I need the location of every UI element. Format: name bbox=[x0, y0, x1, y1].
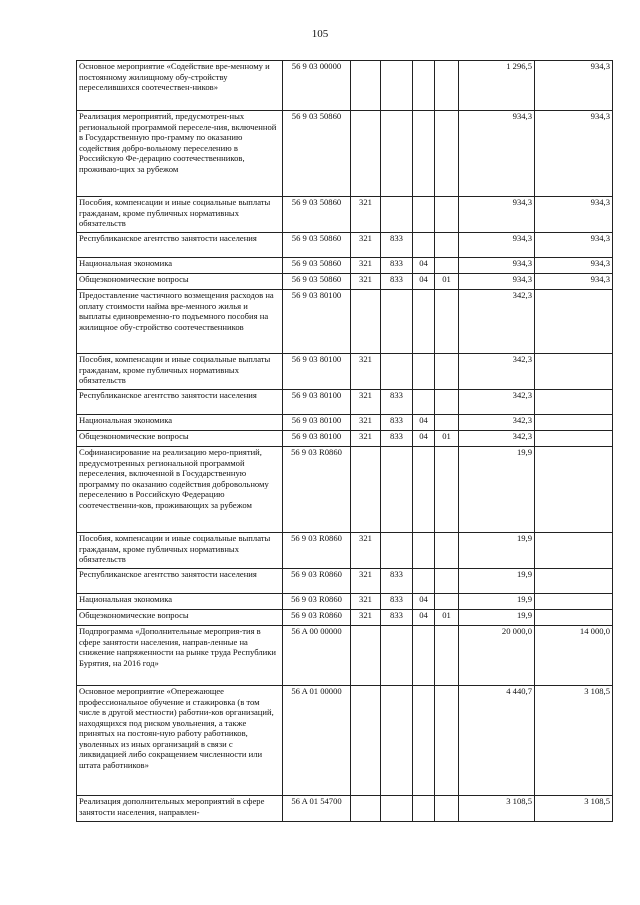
row-name-cell: Реализация дополнительных мероприятий в сфере занятости населения, направлен- bbox=[77, 796, 283, 822]
amount-year1-cell: 19,9 bbox=[459, 569, 535, 594]
expense-type-cell: 321 bbox=[351, 415, 381, 431]
section-cell bbox=[413, 569, 435, 594]
table-row bbox=[77, 354, 613, 390]
table-row bbox=[77, 415, 613, 431]
table-row bbox=[77, 610, 613, 626]
target-code-cell: 56 9 03 R0860 bbox=[283, 447, 351, 533]
row-name-cell: Основное мероприятие «Содействие вре-менному и постоянному жилищному обу-стройству переселившихся соотечествен-ников» bbox=[77, 61, 283, 111]
expense-type-cell: 321 bbox=[351, 594, 381, 610]
row-name-cell: Пособия, компенсации и иные социальные выплаты гражданам, кроме публичных нормативных обязательств bbox=[77, 197, 283, 233]
amount-year2-cell bbox=[535, 533, 613, 569]
department-cell: 833 bbox=[381, 415, 413, 431]
department-cell bbox=[381, 533, 413, 569]
amount-year1-cell: 19,9 bbox=[459, 533, 535, 569]
target-code-cell: 56 9 03 50860 bbox=[283, 197, 351, 233]
department-cell: 833 bbox=[381, 274, 413, 290]
subsection-cell bbox=[435, 569, 459, 594]
section-cell bbox=[413, 390, 435, 415]
expense-type-cell: 321 bbox=[351, 533, 381, 569]
amount-year1-cell: 934,3 bbox=[459, 111, 535, 197]
amount-year2-cell bbox=[535, 290, 613, 354]
amount-year1-cell: 19,9 bbox=[459, 447, 535, 533]
subsection-cell bbox=[435, 686, 459, 796]
section-cell bbox=[413, 686, 435, 796]
section-cell: 04 bbox=[413, 431, 435, 447]
target-code-cell: 56 9 03 00000 bbox=[283, 61, 351, 111]
section-cell bbox=[413, 197, 435, 233]
target-code-cell: 56 9 03 R0860 bbox=[283, 533, 351, 569]
amount-year1-cell: 4 440,7 bbox=[459, 686, 535, 796]
row-name-cell: Национальная экономика bbox=[77, 258, 283, 274]
subsection-cell: 01 bbox=[435, 431, 459, 447]
row-name-cell: Основное мероприятие «Опережающее профессиональное обучение и стажировка (в том числе в другой местности) работни-ков организаций, находящихся под риском увольнения, а также принятых на постоян-ную работу работников, уволенных из иных организаций в связи с ликвидацией либо сокращением численности или штата работников» bbox=[77, 686, 283, 796]
amount-year2-cell: 14 000,0 bbox=[535, 626, 613, 686]
table-row bbox=[77, 569, 613, 594]
amount-year2-cell: 934,3 bbox=[535, 274, 613, 290]
table-row bbox=[77, 796, 613, 822]
amount-year1-cell: 3 108,5 bbox=[459, 796, 535, 822]
amount-year2-cell bbox=[535, 390, 613, 415]
target-code-cell: 56 A 01 54700 bbox=[283, 796, 351, 822]
section-cell bbox=[413, 626, 435, 686]
amount-year1-cell: 934,3 bbox=[459, 258, 535, 274]
subsection-cell bbox=[435, 796, 459, 822]
amount-year1-cell: 342,3 bbox=[459, 390, 535, 415]
target-code-cell: 56 A 00 00000 bbox=[283, 626, 351, 686]
section-cell: 04 bbox=[413, 610, 435, 626]
expense-type-cell: 321 bbox=[351, 197, 381, 233]
department-cell bbox=[381, 796, 413, 822]
row-name-cell: Национальная экономика bbox=[77, 594, 283, 610]
subsection-cell bbox=[435, 415, 459, 431]
expense-type-cell bbox=[351, 111, 381, 197]
table-row bbox=[77, 594, 613, 610]
amount-year2-cell: 934,3 bbox=[535, 197, 613, 233]
row-name-cell: Общеэкономические вопросы bbox=[77, 431, 283, 447]
section-cell bbox=[413, 290, 435, 354]
department-cell bbox=[381, 447, 413, 533]
amount-year2-cell bbox=[535, 415, 613, 431]
department-cell: 833 bbox=[381, 390, 413, 415]
section-cell: 04 bbox=[413, 258, 435, 274]
target-code-cell: 56 9 03 50860 bbox=[283, 258, 351, 274]
target-code-cell: 56 9 03 80100 bbox=[283, 415, 351, 431]
subsection-cell bbox=[435, 197, 459, 233]
expense-type-cell bbox=[351, 290, 381, 354]
amount-year2-cell: 934,3 bbox=[535, 111, 613, 197]
expense-type-cell: 321 bbox=[351, 274, 381, 290]
subsection-cell bbox=[435, 290, 459, 354]
target-code-cell: 56 9 03 80100 bbox=[283, 431, 351, 447]
department-cell bbox=[381, 197, 413, 233]
department-cell: 833 bbox=[381, 233, 413, 258]
amount-year2-cell bbox=[535, 447, 613, 533]
table-body bbox=[77, 61, 613, 822]
amount-year2-cell: 3 108,5 bbox=[535, 796, 613, 822]
row-name-cell: Пособия, компенсации и иные социальные выплаты гражданам, кроме публичных нормативных обязательств bbox=[77, 354, 283, 390]
department-cell bbox=[381, 626, 413, 686]
expense-type-cell bbox=[351, 796, 381, 822]
department-cell bbox=[381, 290, 413, 354]
table-row bbox=[77, 390, 613, 415]
section-cell bbox=[413, 354, 435, 390]
target-code-cell: 56 9 03 R0860 bbox=[283, 594, 351, 610]
amount-year2-cell bbox=[535, 431, 613, 447]
amount-year1-cell: 342,3 bbox=[459, 354, 535, 390]
department-cell bbox=[381, 111, 413, 197]
table-row bbox=[77, 626, 613, 686]
amount-year2-cell bbox=[535, 594, 613, 610]
row-name-cell: Подпрограмма «Дополнительные мероприя-тия в сфере занятости населения, направ-ленные на снижение напряженности на рынке труда Республики Бурятия, на 2016 год» bbox=[77, 626, 283, 686]
amount-year1-cell: 1 296,5 bbox=[459, 61, 535, 111]
amount-year2-cell bbox=[535, 610, 613, 626]
row-name-cell: Общеэкономические вопросы bbox=[77, 610, 283, 626]
amount-year1-cell: 19,9 bbox=[459, 610, 535, 626]
expense-type-cell: 321 bbox=[351, 354, 381, 390]
subsection-cell bbox=[435, 626, 459, 686]
row-name-cell: Пособия, компенсации и иные социальные выплаты гражданам, кроме публичных нормативных обязательств bbox=[77, 533, 283, 569]
section-cell bbox=[413, 533, 435, 569]
amount-year2-cell bbox=[535, 569, 613, 594]
amount-year2-cell: 934,3 bbox=[535, 233, 613, 258]
table-row bbox=[77, 258, 613, 274]
section-cell bbox=[413, 233, 435, 258]
department-cell bbox=[381, 354, 413, 390]
target-code-cell: 56 A 01 00000 bbox=[283, 686, 351, 796]
subsection-cell bbox=[435, 533, 459, 569]
table-row bbox=[77, 447, 613, 533]
section-cell: 04 bbox=[413, 274, 435, 290]
page-number: 105 bbox=[311, 28, 329, 40]
subsection-cell: 01 bbox=[435, 610, 459, 626]
amount-year2-cell: 3 108,5 bbox=[535, 686, 613, 796]
section-cell bbox=[413, 61, 435, 111]
row-name-cell: Реализация мероприятий, предусмотрен-ных региональной программой переселе-ния, включенной в Государственную про-грамму по оказанию содействия добро-вольному переселению в Российскую Фе-дерацию соотечественников, проживаю-щих за рубежом bbox=[77, 111, 283, 197]
target-code-cell: 56 9 03 50860 bbox=[283, 111, 351, 197]
row-name-cell: Республиканское агентство занятости населения bbox=[77, 569, 283, 594]
row-name-cell: Предоставление частичного возмещения расходов на оплату стоимости найма вре-менного жилья и выплаты единовременно-го подъемного пособия на жилищное обу-стройство соотечественников bbox=[77, 290, 283, 354]
expense-type-cell: 321 bbox=[351, 569, 381, 594]
table-row bbox=[77, 431, 613, 447]
amount-year1-cell: 19,9 bbox=[459, 594, 535, 610]
amount-year1-cell: 934,3 bbox=[459, 274, 535, 290]
department-cell bbox=[381, 686, 413, 796]
table-row bbox=[77, 533, 613, 569]
amount-year1-cell: 934,3 bbox=[459, 233, 535, 258]
department-cell: 833 bbox=[381, 569, 413, 594]
section-cell bbox=[413, 447, 435, 533]
table-row bbox=[77, 233, 613, 258]
table-row bbox=[77, 686, 613, 796]
table-row bbox=[77, 290, 613, 354]
target-code-cell: 56 9 03 50860 bbox=[283, 274, 351, 290]
subsection-cell bbox=[435, 390, 459, 415]
row-name-cell: Национальная экономика bbox=[77, 415, 283, 431]
subsection-cell bbox=[435, 258, 459, 274]
row-name-cell: Общеэкономические вопросы bbox=[77, 274, 283, 290]
row-name-cell: Республиканское агентство занятости населения bbox=[77, 390, 283, 415]
amount-year1-cell: 342,3 bbox=[459, 290, 535, 354]
target-code-cell: 56 9 03 50860 bbox=[283, 233, 351, 258]
subsection-cell bbox=[435, 233, 459, 258]
amount-year2-cell bbox=[535, 354, 613, 390]
subsection-cell bbox=[435, 447, 459, 533]
amount-year2-cell: 934,3 bbox=[535, 258, 613, 274]
section-cell: 04 bbox=[413, 594, 435, 610]
table-row bbox=[77, 61, 613, 111]
expense-type-cell bbox=[351, 686, 381, 796]
department-cell bbox=[381, 61, 413, 111]
table-row bbox=[77, 111, 613, 197]
amount-year1-cell: 342,3 bbox=[459, 415, 535, 431]
row-name-cell: Софинансирование на реализацию меро-приятий, предусмотренных региональной программой переселения, включенной в Государственную программу по оказанию содействия добровольному переселению в Российскую Федерацию соотечественни-ков, проживающих за рубежом bbox=[77, 447, 283, 533]
expense-type-cell: 321 bbox=[351, 431, 381, 447]
amount-year1-cell: 20 000,0 bbox=[459, 626, 535, 686]
department-cell: 833 bbox=[381, 594, 413, 610]
section-cell bbox=[413, 111, 435, 197]
target-code-cell: 56 9 03 80100 bbox=[283, 390, 351, 415]
expense-type-cell: 321 bbox=[351, 258, 381, 274]
section-cell bbox=[413, 796, 435, 822]
subsection-cell bbox=[435, 61, 459, 111]
row-name-cell: Республиканское агентство занятости населения bbox=[77, 233, 283, 258]
subsection-cell: 01 bbox=[435, 274, 459, 290]
expense-type-cell bbox=[351, 61, 381, 111]
expense-type-cell: 321 bbox=[351, 390, 381, 415]
subsection-cell bbox=[435, 111, 459, 197]
department-cell: 833 bbox=[381, 258, 413, 274]
target-code-cell: 56 9 03 80100 bbox=[283, 354, 351, 390]
subsection-cell bbox=[435, 594, 459, 610]
amount-year1-cell: 342,3 bbox=[459, 431, 535, 447]
amount-year1-cell: 934,3 bbox=[459, 197, 535, 233]
expense-type-cell bbox=[351, 626, 381, 686]
budget-table bbox=[76, 60, 613, 822]
amount-year2-cell: 934,3 bbox=[535, 61, 613, 111]
expense-type-cell bbox=[351, 447, 381, 533]
expense-type-cell: 321 bbox=[351, 610, 381, 626]
target-code-cell: 56 9 03 R0860 bbox=[283, 569, 351, 594]
target-code-cell: 56 9 03 80100 bbox=[283, 290, 351, 354]
table-row bbox=[77, 197, 613, 233]
table-row bbox=[77, 274, 613, 290]
target-code-cell: 56 9 03 R0860 bbox=[283, 610, 351, 626]
department-cell: 833 bbox=[381, 610, 413, 626]
subsection-cell bbox=[435, 354, 459, 390]
section-cell: 04 bbox=[413, 415, 435, 431]
expense-type-cell: 321 bbox=[351, 233, 381, 258]
department-cell: 833 bbox=[381, 431, 413, 447]
